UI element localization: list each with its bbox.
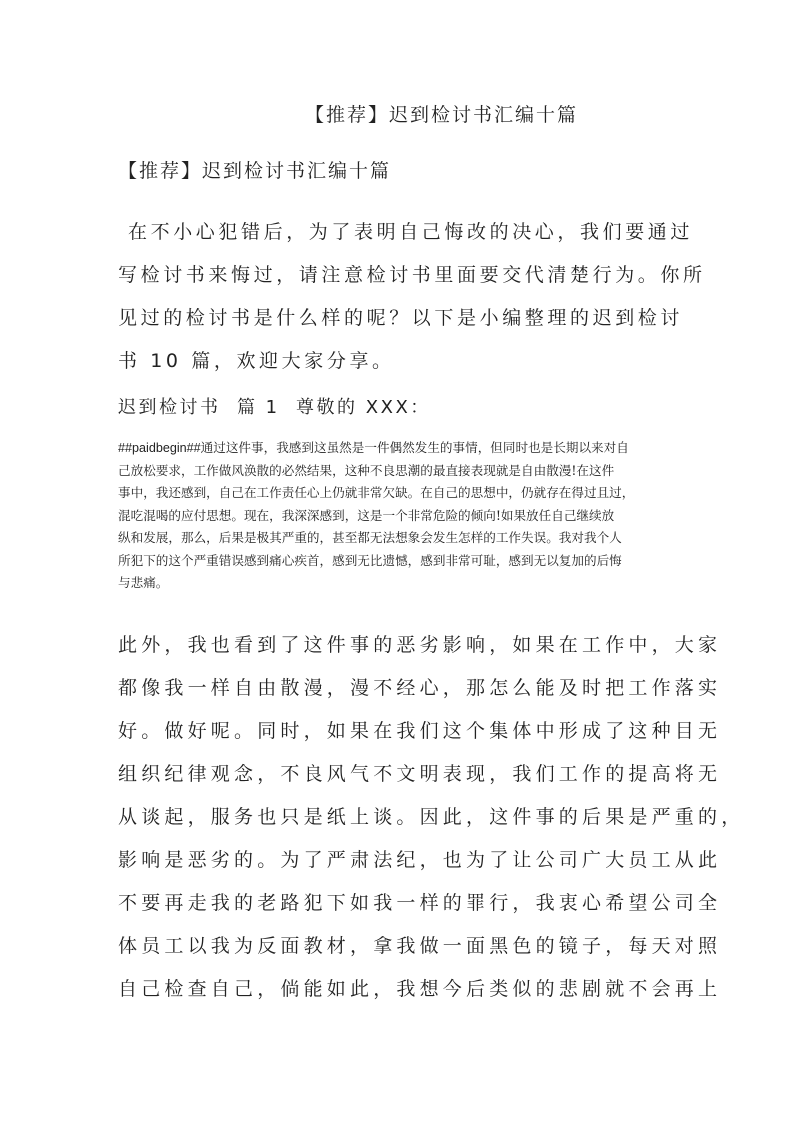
body-line: 影响是恶劣的。为了严肃法纪，也为了让公司广大员工从此 [118,849,722,871]
letter-line: 纵和发展，那么，后果是极其严重的，甚至都无法想象会发生怎样的工作失误。我对我个人 [118,530,622,545]
letter-paragraph [118,437,680,595]
intro-line: 见过的检讨书是什么样的呢？以下是小编整理的迟到检讨 [118,307,684,329]
letter-line: 与悲痛。 [118,575,169,590]
document-subtitle: 【推荐】迟到检讨书汇编十篇 [118,160,392,182]
body-line: 自己检查自己，倘能如此，我想今后类似的悲剧就不会再上 [118,978,722,1000]
body-line: 组织纪律观念，不良风气不文明表现，我们工作的提高将无 [118,763,722,785]
section-heading-text: 迟到检讨书 篇 1 尊敬的 XXX： [118,397,431,418]
letter-line: 事中，我还感到，自己在工作责任心上仍就非常欠缺。在自己的思想中，仍就存在得过且过， [118,485,635,500]
section-heading [118,393,431,423]
body-line: 从谈起，服务也只是纸上谈。因此，这件事的后果是严重的， [118,806,745,828]
body-line: 此外，我也看到了这件事的恶劣影响，如果在工作中，大家 [118,634,722,656]
letter-line-text: 通过这件事，我感到这虽然是一件偶然发生的事情，但同时也是长期以来对自 [200,440,629,455]
letter-line: 混吃混喝的应付思想。现在，我深深感到，这是一个非常危险的倾向!如果放任自己继续放 [118,507,615,523]
body-line: 体员工以我为反面教材，拿我做一面黑色的镜子，每天对照 [118,935,722,957]
letter-line [118,437,680,460]
intro-line: 在不小心犯错后，为了表明自己悔改的决心，我们要通过 [128,221,694,243]
intro-line: 写检讨书来悔过，请注意检讨书里面要交代清楚行为。你所 [118,264,706,286]
letter-line: 所犯下的这个严重错误感到痛心疾首，感到无比遗憾，感到非常可耻，感到无以复加的后悔 [118,552,622,568]
paid-marker: ##paidbegin## [118,441,201,455]
intro-line: 书 10 篇，欢迎大家分享。 [118,350,395,372]
document-title: 【推荐】迟到检讨书汇编十篇 [304,104,578,126]
intro-paragraph [118,211,706,383]
body-line: 不要再走我的老路犯下如我一样的罪行，我衷心希望公司全 [118,892,722,914]
body-line: 好。做好呢。同时，如果在我们这个集体中形成了这种目无 [118,720,722,742]
body-paragraph [118,624,745,1011]
body-line: 都像我一样自由散漫，漫不经心，那怎么能及时把工作落实 [118,677,722,699]
letter-line: 己放松要求，工作做风涣散的必然结果，这种不良思潮的最直接表现就是自由散漫!在这件 [118,462,615,478]
